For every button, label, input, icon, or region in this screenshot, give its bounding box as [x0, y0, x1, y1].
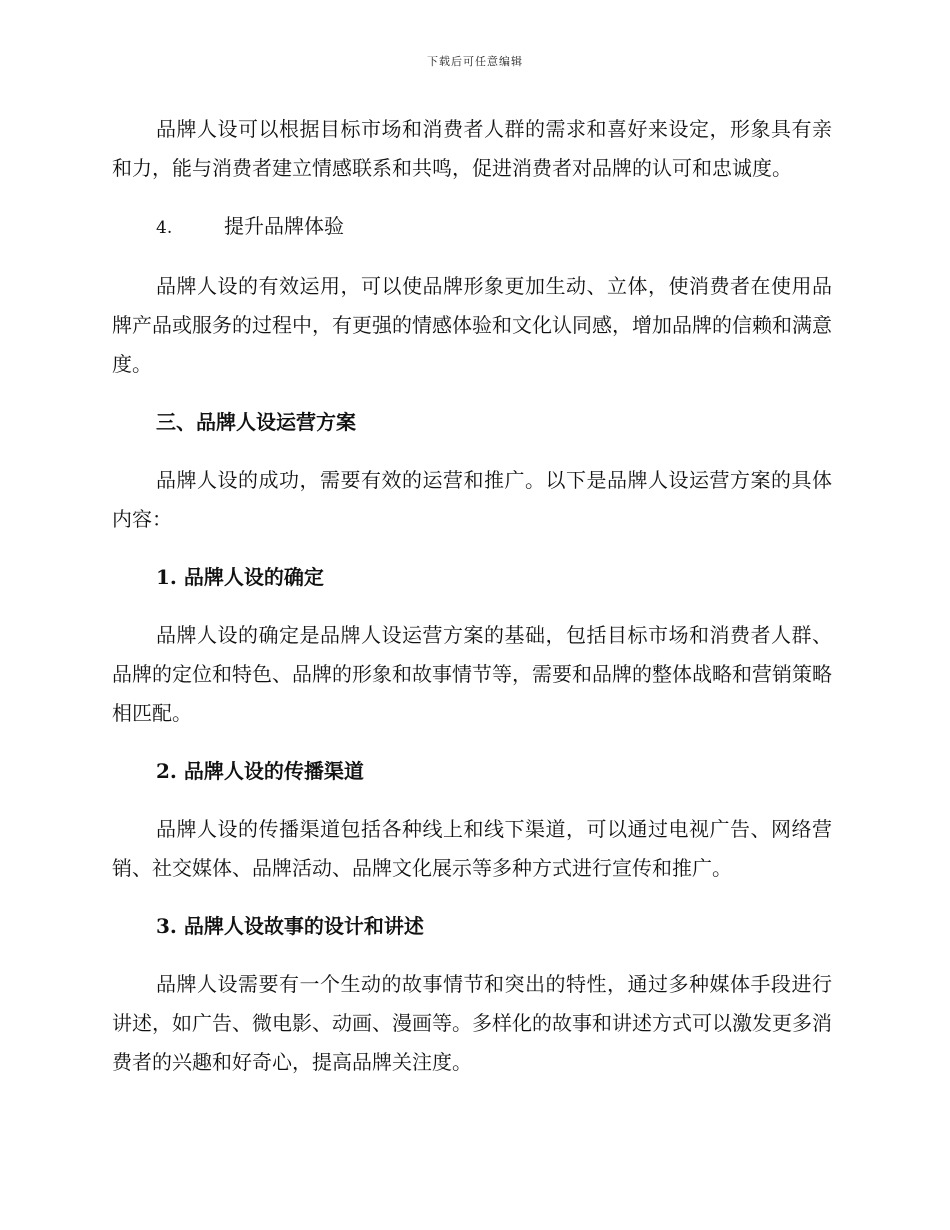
subheading-1: 1. 品牌人设的确定 — [156, 565, 324, 589]
paragraph-storytelling: 品牌人设需要有一个生动的故事情节和突出的特性，通过多种媒体手段进行讲述，如广告、微电影、动画、漫画等。多样化的故事和讲述方式可以激发更多消费者的兴趣和好奇心，提高品牌关注度。 — [112, 972, 832, 1074]
paragraph-persona-definition: 品牌人设的确定是品牌人设运营方案的基础，包括目标市场和消费者人群、品牌的定位和特色、品牌的形象和故事情节等，需要和品牌的整体战略和营销策略相匹配。 — [112, 623, 832, 725]
page-header: 下载后可任意编辑 — [427, 55, 523, 68]
list-item-number: 4. — [156, 218, 173, 238]
paragraph-channels: 品牌人设的传播渠道包括各种线上和线下渠道，可以通过电视广告、网络营销、社交媒体、品牌活动、品牌文化展示等多种方式进行宣传和推广。 — [112, 817, 832, 880]
subheading-2: 2. 品牌人设的传播渠道 — [156, 759, 364, 783]
section-heading-3: 三、品牌人设运营方案 — [156, 410, 356, 434]
paragraph-operation-intro: 品牌人设的成功，需要有效的运营和推广。以下是品牌人设运营方案的具体内容： — [112, 468, 832, 531]
list-item-title: 提升品牌体验 — [224, 214, 344, 238]
document-body — [112, 110, 832, 1101]
subheading-3: 3. 品牌人设故事的设计和讲述 — [156, 914, 424, 938]
list-item-4 — [112, 207, 832, 248]
paragraph-brand-experience: 品牌人设的有效运用，可以使品牌形象更加生动、立体，使消费者在使用品牌产品或服务的过程中，有更强的情感体验和文化认同感，增加品牌的信赖和满意度。 — [112, 274, 832, 376]
paragraph-brand-persona-setting: 品牌人设可以根据目标市场和消费者人群的需求和喜好来设定，形象具有亲和力，能与消费者建立情感联系和共鸣，促进消费者对品牌的认可和忠诚度。 — [112, 117, 832, 180]
